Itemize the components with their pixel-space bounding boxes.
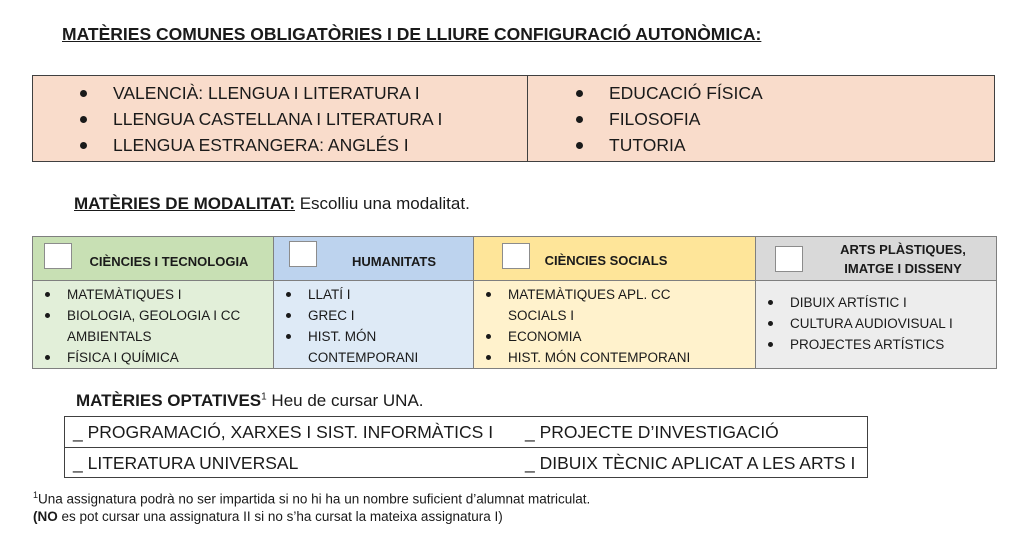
footnote-text: es pot cursar una assignatura II si no s’ha cursat la mateixa assignatura I) [57, 509, 503, 524]
electives-instruction: Heu de cursar UNA. [266, 391, 424, 410]
modality-header [33, 237, 273, 281]
modality-ciencies-tecnologia [32, 236, 274, 369]
modality-header-line: IMATGE I DISSENY [844, 261, 962, 276]
list-item: PROJECTES ARTÍSTICS [764, 334, 992, 355]
elective-option[interactable]: _ LITERATURA UNIVERSAL [73, 453, 299, 473]
common-subjects-left-list [75, 80, 442, 158]
modality-header [274, 237, 473, 281]
list-item: EDUCACIÓ FÍSICA [571, 80, 763, 106]
list-item: CULTURA AUDIOVISUAL I [764, 313, 992, 334]
footnote-emphasis: NO [37, 509, 58, 524]
list-item: BIOLOGIA, GEOLOGIA I CC AMBIENTALS [41, 305, 267, 347]
modality-title [74, 194, 470, 214]
common-subjects-title: MATÈRIES COMUNES OBLIGATÒRIES I DE LLIURE CONFIGURACIÓ AUTONÒMICA: [62, 24, 762, 44]
modality-arts [755, 236, 997, 369]
list-item: ECONOMIA [482, 326, 718, 347]
list-item: LLENGUA CASTELLANA I LITERATURA I [75, 106, 442, 132]
electives-title-label [76, 391, 267, 410]
list-item: HIST. MÓN CONTEMPORANI [282, 326, 457, 368]
list-item: LLATÍ I [282, 284, 457, 305]
modality-title-label: MATÈRIES DE MODALITAT: [74, 194, 295, 213]
list-item: VALENCIÀ: LLENGUA I LITERATURA I [75, 80, 442, 106]
modality-header-line: ARTS PLÀSTIQUES, [840, 242, 966, 257]
common-subjects-divider [527, 75, 528, 162]
list-item: MATEMÀTIQUES APL. CC SOCIALS I [482, 284, 718, 326]
modality-subject-list [764, 292, 992, 355]
list-item: FÍSICA I QUÍMICA [41, 347, 267, 368]
footnote-1 [33, 490, 590, 507]
electives-title [76, 391, 424, 411]
modality-instruction: Escolliu una modalitat. [299, 194, 470, 213]
modality-body [33, 281, 273, 368]
modality-body [274, 281, 473, 368]
common-subjects-right-list [571, 80, 763, 158]
modality-subject-list [482, 284, 718, 368]
list-item: HIST. MÓN CONTEMPORANI [482, 347, 718, 368]
elective-option[interactable]: _ PROGRAMACIÓ, XARXES I SIST. INFORMÀTICS I [73, 422, 494, 442]
modality-header-label: CIÈNCIES SOCIALS [544, 253, 668, 268]
modality-checkbox[interactable] [289, 241, 317, 267]
modality-checkbox[interactable] [775, 246, 803, 272]
list-item: MATEMÀTIQUES I [41, 284, 267, 305]
footnote-open-paren: ( [33, 509, 38, 524]
elective-option[interactable]: _ PROJECTE D’INVESTIGACIÓ [525, 422, 779, 442]
modality-checkbox[interactable] [44, 243, 72, 269]
electives-title-text: MATÈRIES OPTATIVES [76, 391, 262, 410]
footnote-mark: 1 [33, 490, 39, 500]
list-item: GREC I [282, 305, 457, 326]
modality-subject-list [41, 284, 267, 368]
modality-header-label [814, 240, 992, 278]
modality-humanitats [273, 236, 474, 369]
modality-header [756, 237, 996, 281]
modality-ciencies-socials [473, 236, 756, 369]
elective-option[interactable]: _ DIBUIX TÈCNIC APLICAT A LES ARTS I [525, 453, 856, 473]
footnote-text: Una assignatura podrà no ser impartida si no hi ha un nombre suficient d’alumnat matriculat. [38, 491, 591, 507]
list-item: TUTORIA [571, 132, 763, 158]
modality-header [474, 237, 755, 281]
modality-subject-list [282, 284, 457, 368]
list-item: LLENGUA ESTRANGERA: ANGLÉS I [75, 132, 442, 158]
list-item: FILOSOFIA [571, 106, 763, 132]
footnote-2 [33, 509, 503, 524]
footnote-mark: 1 [261, 391, 267, 403]
modality-header-label: CIÈNCIES I TECNOLOGIA [89, 254, 249, 269]
modality-body [474, 281, 755, 368]
list-item: DIBUIX ARTÍSTIC I [764, 292, 992, 313]
modality-body [756, 281, 996, 368]
electives-table [64, 416, 868, 478]
modality-checkbox[interactable] [502, 243, 530, 269]
modality-header-label: HUMANITATS [351, 254, 436, 269]
